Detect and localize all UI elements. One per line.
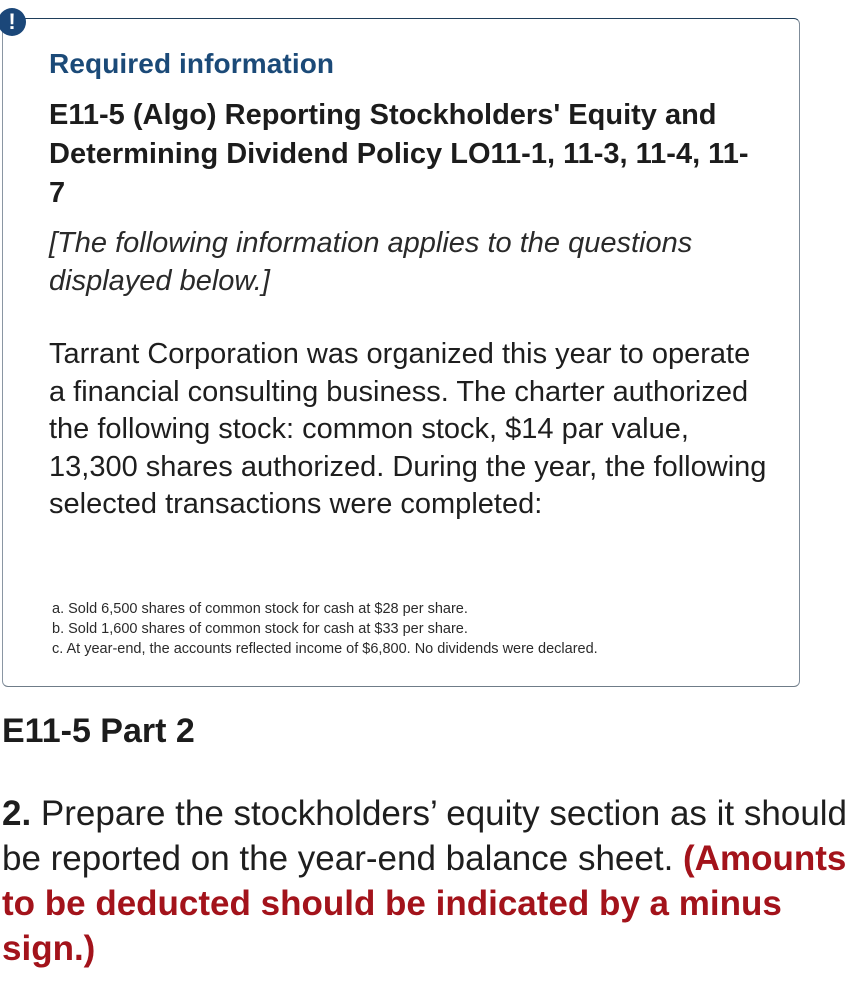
transaction-item: c. At year-end, the accounts reflected income of $6,800. No dividends were declared. xyxy=(52,641,598,657)
transaction-item: a. Sold 6,500 shares of common stock for cash at $28 per share. xyxy=(52,601,468,617)
exclamation-alert-icon: ! xyxy=(0,8,26,36)
transaction-list xyxy=(52,599,598,659)
part-title: E11-5 Part 2 xyxy=(2,712,195,750)
intro-note: [The following information applies to the questions displayed below.] xyxy=(49,227,693,297)
question-number: 2. xyxy=(2,794,32,833)
problem-description: Tarrant Corporation was organized this year to operate a financial consulting business. The charter authorized the following stock: common stock, $14 par value, 13,300 shares authorized. During the year, the following selected transactions were completed: xyxy=(49,338,767,520)
exercise-title: E11-5 (Algo) Reporting Stockholders' Equity and Determining Dividend Policy LO11-1, 11-3, 11-4, 11-7 xyxy=(49,99,749,209)
required-information-heading: Required information xyxy=(49,48,335,79)
transaction-item: b. Sold 1,600 shares of common stock for cash at $33 per share. xyxy=(52,621,468,637)
question-text: Prepare the stockholders’ equity section as it should be reported on the year-end balance sheet. xyxy=(2,794,848,878)
question-instruction-note: (Amounts to be deducted should be indicated by a minus sign.) xyxy=(2,839,847,968)
question-prompt xyxy=(2,791,852,971)
